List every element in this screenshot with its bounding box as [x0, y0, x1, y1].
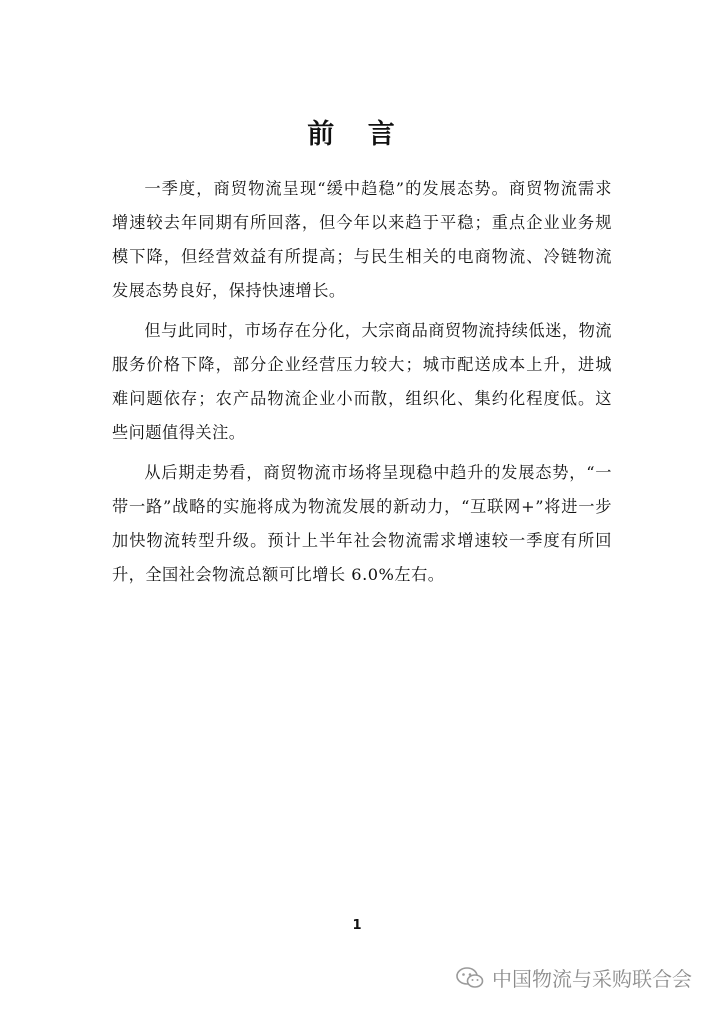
wechat-icon — [456, 966, 484, 990]
document-body — [112, 172, 612, 592]
paragraph-1: 一季度，商贸物流呈现“缓中趋稳”的发展态势。商贸物流需求增速较去年同期有所回落，但今年以来趋于平稳；重点企业业务规模下降，但经营效益有所提高；与民生相关的电商物流、冷链物流发展态势良好，保持快速增长。 — [112, 179, 612, 300]
page-number: 1 — [352, 918, 362, 933]
watermark-text: 中国物流与采购联合会 — [492, 967, 692, 991]
paragraph-2: 但与此同时，市场存在分化，大宗商品商贸物流持续低迷，物流服务价格下降，部分企业经营压力较大；城市配送成本上升，进城难问题依存；农产品物流企业小而散，组织化、集约化程度低。这些问题值得关注。 — [112, 321, 612, 442]
paragraph-3: 从后期走势看，商贸物流市场将呈现稳中趋升的发展态势，“一带一路”战略的实施将成为物流发展的新动力，“互联网+”将进一步加快物流转型升级。预计上半年社会物流需求增速较一季度有所回升，全国社会物流总额可比增长 6.0%左右。 — [112, 463, 612, 584]
watermark — [456, 963, 692, 992]
page-title: 前 言 — [307, 119, 407, 150]
